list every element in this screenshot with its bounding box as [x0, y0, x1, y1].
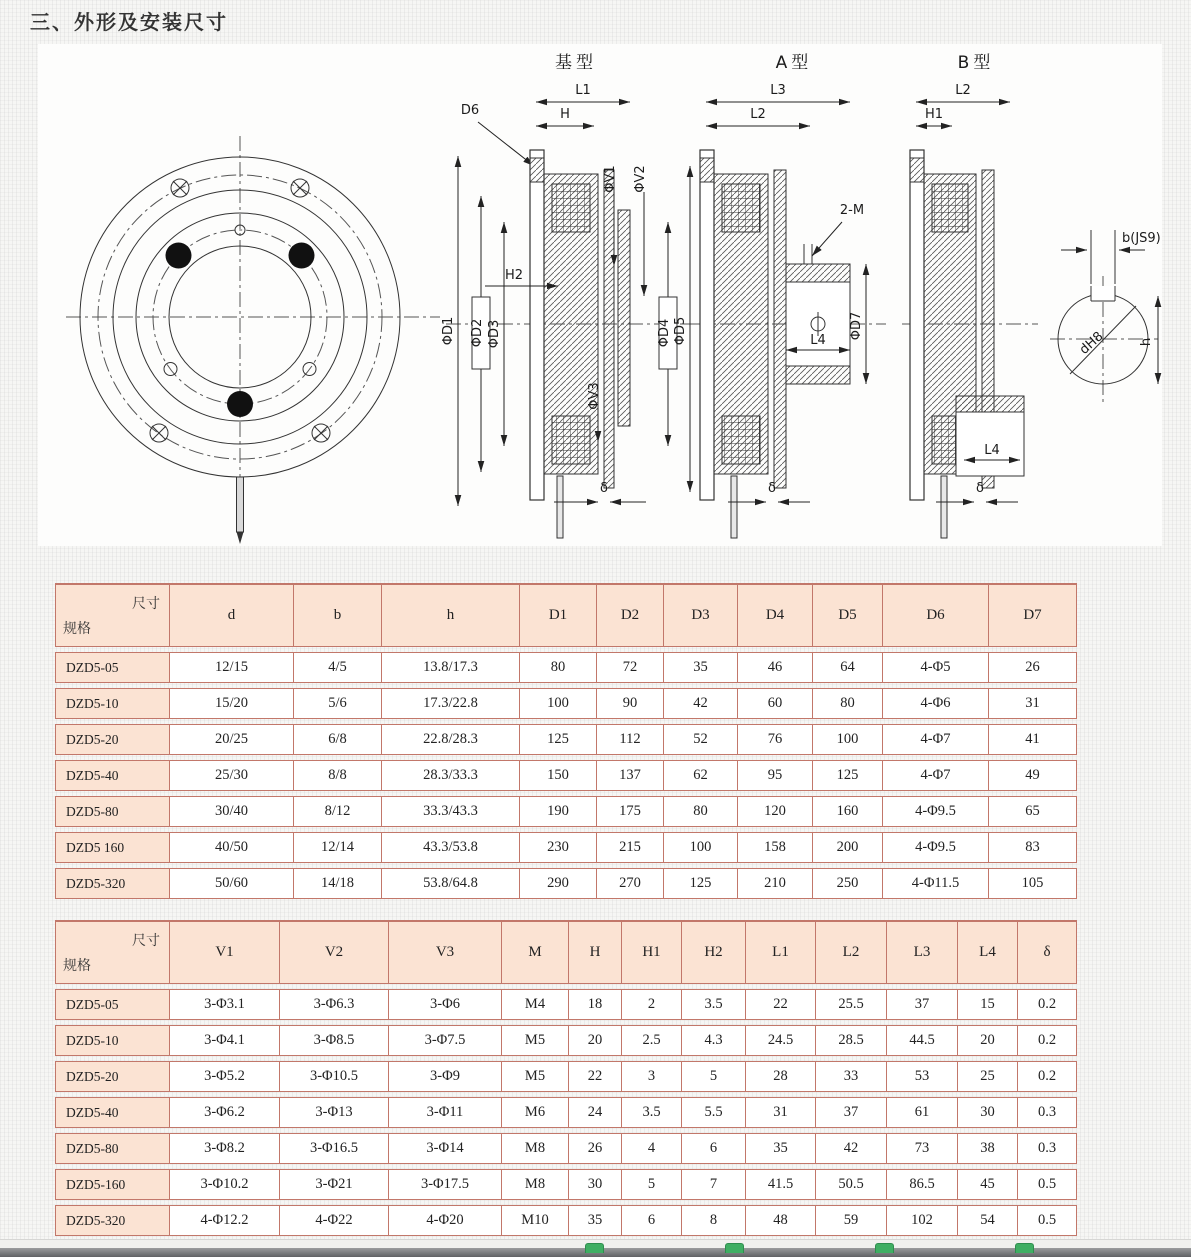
- table-cell: 4-Φ7: [883, 760, 989, 791]
- table-row: [55, 1061, 1077, 1092]
- column-header: L2: [816, 920, 887, 984]
- table-cell: 120: [738, 796, 813, 827]
- table-cell: 60: [738, 688, 813, 719]
- table-cell: 40/50: [170, 832, 294, 863]
- partial-green-icon[interactable]: [875, 1243, 894, 1253]
- table-cell: 65: [989, 796, 1077, 827]
- window-bottom-bar: [0, 1239, 1191, 1257]
- table-cell: 4-Φ7: [883, 724, 989, 755]
- table-cell: M8: [502, 1169, 569, 1200]
- table-cell: 95: [738, 760, 813, 791]
- dim-label-d3: ΦD3: [487, 319, 502, 349]
- table-cell: 290: [520, 868, 597, 899]
- table-cell: 76: [738, 724, 813, 755]
- column-header: L3: [887, 920, 958, 984]
- row-model-cell: DZD5-80: [55, 796, 170, 827]
- table-cell: 215: [597, 832, 664, 863]
- table-cell: 33: [816, 1061, 887, 1092]
- corner-label-model: 规格: [63, 959, 91, 974]
- table-cell: 4: [622, 1133, 682, 1164]
- table-cell: 0.3: [1018, 1133, 1077, 1164]
- table-cell: 26: [569, 1133, 622, 1164]
- table-row: [55, 832, 1077, 863]
- table-cell: 0.3: [1018, 1097, 1077, 1128]
- dim-label-dh8: dH8: [1076, 329, 1107, 358]
- table-cell: 0.5: [1018, 1205, 1077, 1236]
- dim-label-l4-b: L4: [984, 443, 1000, 458]
- partial-green-icon[interactable]: [725, 1243, 744, 1253]
- table-cell: 3-Φ21: [280, 1169, 389, 1200]
- table-row: [55, 1169, 1077, 1200]
- table-cell: 175: [597, 796, 664, 827]
- partial-green-icon[interactable]: [585, 1243, 604, 1253]
- dim-label-hkey: h: [1139, 337, 1154, 347]
- table-cell: 12/15: [170, 652, 294, 683]
- table-cell: 80: [520, 652, 597, 683]
- table-cell: 8/12: [294, 796, 382, 827]
- table-cell: 0.2: [1018, 1025, 1077, 1056]
- table-row: [55, 1097, 1077, 1128]
- table-cell: 25.5: [816, 989, 887, 1020]
- table-cell: 3-Φ8.2: [170, 1133, 280, 1164]
- table-row: [55, 1025, 1077, 1056]
- table-cell: 5: [682, 1061, 746, 1092]
- table-cell: 12/14: [294, 832, 382, 863]
- column-header: d: [170, 583, 294, 647]
- table-cell: 137: [597, 760, 664, 791]
- table-cell: 72: [597, 652, 664, 683]
- table-cell: 158: [738, 832, 813, 863]
- table-cell: 80: [664, 796, 738, 827]
- table-cell: 73: [887, 1133, 958, 1164]
- table-cell: 4-Φ22: [280, 1205, 389, 1236]
- table-row: [55, 688, 1077, 719]
- table-cell: 41.5: [746, 1169, 816, 1200]
- column-header: D7: [989, 583, 1077, 647]
- column-header: D3: [664, 583, 738, 647]
- row-model-cell: DZD5-40: [55, 760, 170, 791]
- keyway-detail: [1050, 230, 1161, 406]
- table-cell: 3-Φ6: [389, 989, 502, 1020]
- drawing-panel: [38, 44, 1162, 546]
- view-label-b: B型: [957, 53, 995, 73]
- column-header: b: [294, 583, 382, 647]
- table-cell: 64: [813, 652, 883, 683]
- view-label-basic: 基型: [555, 53, 597, 73]
- table-cell: 3.5: [622, 1097, 682, 1128]
- row-model-cell: DZD5-10: [55, 1025, 170, 1056]
- page-title: 三、外形及安装尺寸: [30, 12, 228, 34]
- table-cell: 100: [520, 688, 597, 719]
- table-cell: 25: [958, 1061, 1018, 1092]
- table-cell: 7: [682, 1169, 746, 1200]
- row-model-cell: DZD5-20: [55, 724, 170, 755]
- table-cell: 8: [682, 1205, 746, 1236]
- table-cell: 20: [569, 1025, 622, 1056]
- table-cell: 3-Φ10.5: [280, 1061, 389, 1092]
- table-cell: 22: [746, 989, 816, 1020]
- table-row: [55, 796, 1077, 827]
- table-cell: 100: [813, 724, 883, 755]
- dim-label-v3: ΦV3: [587, 382, 602, 410]
- table-cell: M10: [502, 1205, 569, 1236]
- table-cell: 5/6: [294, 688, 382, 719]
- table-cell: 80: [813, 688, 883, 719]
- table-cell: M5: [502, 1061, 569, 1092]
- column-header: D6: [883, 583, 989, 647]
- table-cell: M6: [502, 1097, 569, 1128]
- dim-label-delta-basic: δ: [600, 481, 608, 496]
- column-header: V2: [280, 920, 389, 984]
- table-cell: 45: [958, 1169, 1018, 1200]
- column-header: H1: [622, 920, 682, 984]
- dim-label-d6: D6: [460, 103, 480, 118]
- table-cell: 37: [887, 989, 958, 1020]
- table-cell: 4-Φ5: [883, 652, 989, 683]
- row-model-cell: DZD5-320: [55, 1205, 170, 1236]
- table-cell: 83: [989, 832, 1077, 863]
- table-cell: 35: [569, 1205, 622, 1236]
- table-cell: 0.5: [1018, 1169, 1077, 1200]
- table-cell: 3-Φ16.5: [280, 1133, 389, 1164]
- table-cell: 3-Φ9: [389, 1061, 502, 1092]
- table-cell: 35: [746, 1133, 816, 1164]
- table-cell: 4-Φ9.5: [883, 796, 989, 827]
- table-header-row: [55, 583, 1077, 647]
- table-corner-cell: [55, 583, 170, 647]
- table-cell: 37: [816, 1097, 887, 1128]
- table-cell: 6: [622, 1205, 682, 1236]
- table-cell: 48: [746, 1205, 816, 1236]
- dim-label-d4: ΦD4: [657, 318, 672, 348]
- dim-label-l2-a: L2: [750, 107, 766, 122]
- column-header: D1: [520, 583, 597, 647]
- table-cell: 3-Φ6.2: [170, 1097, 280, 1128]
- table-cell: 31: [746, 1097, 816, 1128]
- table-cell: 28: [746, 1061, 816, 1092]
- column-header: V1: [170, 920, 280, 984]
- table-cell: 38: [958, 1133, 1018, 1164]
- table-cell: 62: [664, 760, 738, 791]
- lead-wire: [237, 477, 244, 544]
- table-cell: 53.8/64.8: [382, 868, 520, 899]
- column-header: D2: [597, 583, 664, 647]
- corner-label-size: 尺寸: [132, 597, 160, 612]
- dim-label-delta-b: δ: [976, 481, 984, 496]
- table-cell: 17.3/22.8: [382, 688, 520, 719]
- view-label-a: A型: [775, 53, 813, 73]
- table-cell: 125: [664, 868, 738, 899]
- table-cell: 52: [664, 724, 738, 755]
- table-cell: 24.5: [746, 1025, 816, 1056]
- table-cell: 230: [520, 832, 597, 863]
- row-model-cell: DZD5-20: [55, 1061, 170, 1092]
- corner-label-model: 规格: [63, 622, 91, 637]
- table-cell: 13.8/17.3: [382, 652, 520, 683]
- table-cell: 59: [816, 1205, 887, 1236]
- row-model-cell: DZD5-10: [55, 688, 170, 719]
- table-cell: 44.5: [887, 1025, 958, 1056]
- dimension-table-1: [55, 583, 1077, 899]
- table-cell: 3-Φ3.1: [170, 989, 280, 1020]
- table-cell: 4-Φ9.5: [883, 832, 989, 863]
- dim-label-l4-a: L4: [810, 333, 826, 348]
- table-cell: 20: [958, 1025, 1018, 1056]
- a-type-view: [694, 53, 886, 538]
- table-cell: 35: [664, 652, 738, 683]
- table-cell: 4-Φ20: [389, 1205, 502, 1236]
- table-cell: 20/25: [170, 724, 294, 755]
- row-model-cell: DZD5-80: [55, 1133, 170, 1164]
- table-cell: 100: [664, 832, 738, 863]
- dim-label-d2: ΦD2: [470, 318, 485, 348]
- table-cell: 42: [816, 1133, 887, 1164]
- table-cell: 31: [989, 688, 1077, 719]
- table-cell: 3-Φ6.3: [280, 989, 389, 1020]
- table-cell: 200: [813, 832, 883, 863]
- front-view: [66, 136, 440, 544]
- table-cell: 43.3/53.8: [382, 832, 520, 863]
- dim-label-v1: ΦV1: [603, 165, 618, 193]
- column-header: L4: [958, 920, 1018, 984]
- row-model-cell: DZD5-40: [55, 1097, 170, 1128]
- table-row: [55, 724, 1077, 755]
- dim-label-l2-b: L2: [955, 83, 971, 98]
- table-row: [55, 760, 1077, 791]
- table-cell: 6: [682, 1133, 746, 1164]
- table-row: [55, 1133, 1077, 1164]
- table-cell: 3-Φ13: [280, 1097, 389, 1128]
- table-row: [55, 1205, 1077, 1236]
- row-model-cell: DZD5-160: [55, 1169, 170, 1200]
- table-cell: 30/40: [170, 796, 294, 827]
- table-cell: 49: [989, 760, 1077, 791]
- column-header: M: [502, 920, 569, 984]
- table-cell: 2.5: [622, 1025, 682, 1056]
- table-cell: 28.3/33.3: [382, 760, 520, 791]
- table-cell: 270: [597, 868, 664, 899]
- basic-type-view: [441, 53, 708, 538]
- table-cell: 41: [989, 724, 1077, 755]
- dim-label-bjs9: b(JS9): [1122, 231, 1161, 246]
- table-cell: 3-Φ17.5: [389, 1169, 502, 1200]
- table-cell: 53: [887, 1061, 958, 1092]
- table-cell: 3-Φ11: [389, 1097, 502, 1128]
- table-cell: 14/18: [294, 868, 382, 899]
- table-cell: 4/5: [294, 652, 382, 683]
- table-cell: 22.8/28.3: [382, 724, 520, 755]
- column-header: h: [382, 583, 520, 647]
- table-cell: 3-Φ5.2: [170, 1061, 280, 1092]
- table-cell: 50/60: [170, 868, 294, 899]
- column-header: L1: [746, 920, 816, 984]
- table-cell: 8/8: [294, 760, 382, 791]
- table-cell: 102: [887, 1205, 958, 1236]
- table-cell: 42: [664, 688, 738, 719]
- column-header: V3: [389, 920, 502, 984]
- table-cell: 160: [813, 796, 883, 827]
- table-cell: 33.3/43.3: [382, 796, 520, 827]
- table-cell: 2: [622, 989, 682, 1020]
- table-cell: 25/30: [170, 760, 294, 791]
- table-row: [55, 868, 1077, 899]
- dim-label-h2: H2: [504, 268, 524, 283]
- table-cell: 0.2: [1018, 989, 1077, 1020]
- dimension-table-2: [55, 920, 1077, 1236]
- row-model-cell: DZD5-05: [55, 652, 170, 683]
- table-cell: 4-Φ6: [883, 688, 989, 719]
- table-cell: 15: [958, 989, 1018, 1020]
- dim-label-l3: L3: [770, 83, 786, 98]
- table-cell: 3-Φ7.5: [389, 1025, 502, 1056]
- dim-label-d1: ΦD1: [441, 316, 456, 346]
- table-cell: 4-Φ12.2: [170, 1205, 280, 1236]
- row-model-cell: DZD5-05: [55, 989, 170, 1020]
- table-header-row: [55, 920, 1077, 984]
- row-model-cell: DZD5-320: [55, 868, 170, 899]
- table-row: [55, 652, 1077, 683]
- table-cell: M8: [502, 1133, 569, 1164]
- table-cell: 105: [989, 868, 1077, 899]
- dim-label-h: H: [560, 107, 570, 122]
- table-cell: 15/20: [170, 688, 294, 719]
- b-type-view: [902, 53, 1038, 538]
- dim-label-v2: ΦV2: [633, 165, 648, 193]
- column-header: δ: [1018, 920, 1077, 984]
- table-cell: 0.2: [1018, 1061, 1077, 1092]
- table-cell: 210: [738, 868, 813, 899]
- table-cell: 50.5: [816, 1169, 887, 1200]
- table-cell: 6/8: [294, 724, 382, 755]
- technical-drawing: [38, 44, 1162, 546]
- table-cell: 28.5: [816, 1025, 887, 1056]
- row-model-cell: DZD5 160: [55, 832, 170, 863]
- table-cell: 61: [887, 1097, 958, 1128]
- table-cell: 125: [813, 760, 883, 791]
- column-header: D5: [813, 583, 883, 647]
- table-cell: 4.3: [682, 1025, 746, 1056]
- table-cell: 125: [520, 724, 597, 755]
- table-cell: 150: [520, 760, 597, 791]
- table-cell: 4-Φ11.5: [883, 868, 989, 899]
- table-cell: 46: [738, 652, 813, 683]
- table-cell: 30: [569, 1169, 622, 1200]
- table-corner-cell: [55, 920, 170, 984]
- dim-label-h1: H1: [924, 107, 944, 122]
- table-cell: 90: [597, 688, 664, 719]
- table-row: [55, 989, 1077, 1020]
- corner-label-size: 尺寸: [132, 934, 160, 949]
- dim-label-d7: ΦD7: [849, 311, 864, 341]
- table-cell: 18: [569, 989, 622, 1020]
- table-cell: 22: [569, 1061, 622, 1092]
- table-cell: 3: [622, 1061, 682, 1092]
- table-cell: 24: [569, 1097, 622, 1128]
- partial-green-icon[interactable]: [1015, 1243, 1034, 1253]
- table-cell: 3-Φ10.2: [170, 1169, 280, 1200]
- column-header: H: [569, 920, 622, 984]
- table-cell: 54: [958, 1205, 1018, 1236]
- table-cell: 3.5: [682, 989, 746, 1020]
- table-cell: 5: [622, 1169, 682, 1200]
- dim-label-delta-a: δ: [768, 481, 776, 496]
- table-cell: M4: [502, 989, 569, 1020]
- dim-label-l1: L1: [575, 83, 591, 98]
- table-cell: 86.5: [887, 1169, 958, 1200]
- table-cell: 250: [813, 868, 883, 899]
- dim-label-2m: 2-M: [839, 203, 865, 218]
- table-cell: M5: [502, 1025, 569, 1056]
- table-cell: 3-Φ4.1: [170, 1025, 280, 1056]
- table-cell: 112: [597, 724, 664, 755]
- table-cell: 30: [958, 1097, 1018, 1128]
- table-cell: 190: [520, 796, 597, 827]
- table-cell: 26: [989, 652, 1077, 683]
- dim-label-d5: ΦD5: [673, 316, 688, 346]
- table-cell: 5.5: [682, 1097, 746, 1128]
- table-cell: 3-Φ14: [389, 1133, 502, 1164]
- table-cell: 3-Φ8.5: [280, 1025, 389, 1056]
- column-header: H2: [682, 920, 746, 984]
- column-header: D4: [738, 583, 813, 647]
